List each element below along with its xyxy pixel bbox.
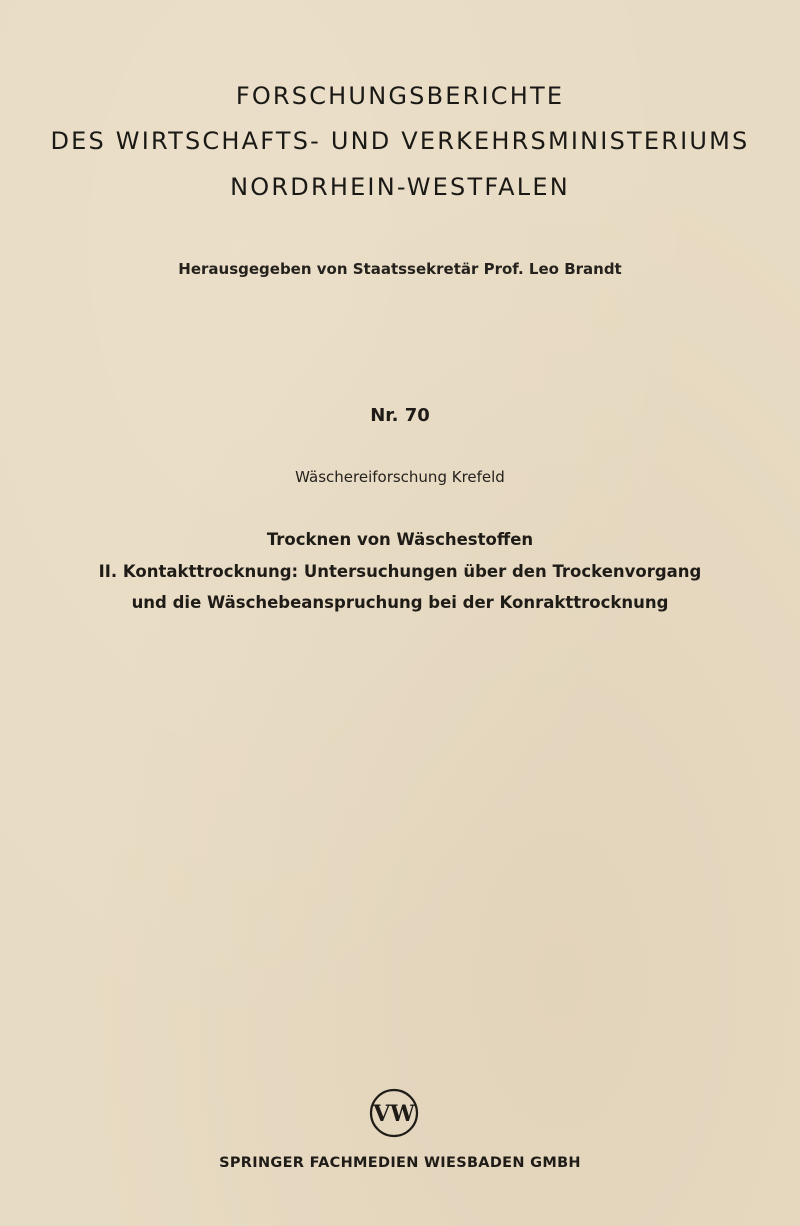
series-title-line-3: NORDRHEIN-WESTFALEN <box>230 173 570 201</box>
publisher-imprint: SPRINGER FACHMEDIEN WIESBADEN GMBH <box>219 1155 581 1171</box>
logo-lettering: VW <box>373 1101 415 1127</box>
volume-number: Nr. 70 <box>370 405 430 426</box>
book-title-line-3: und die Wäschebeanspruchung bei der Konrakttrocknung <box>131 593 669 612</box>
springer-vieweg-logo-icon <box>369 1088 419 1138</box>
editor-note: Herausgegeben von Staatssekretär Prof. Leo Brandt <box>178 260 622 278</box>
institute-name: Wäschereiforschung Krefeld <box>295 468 505 486</box>
series-title-line-2: DES WIRTSCHAFTS- UND VERKEHRSMINISTERIUMS <box>50 127 750 155</box>
series-title-line-1: FORSCHUNGSBERICHTE <box>235 82 565 110</box>
book-title-line-2: II. Kontakttrocknung: Untersuchungen über den Trockenvorgang <box>98 562 702 581</box>
book-title-line-1: Trocknen von Wäschestoffen <box>266 530 534 549</box>
